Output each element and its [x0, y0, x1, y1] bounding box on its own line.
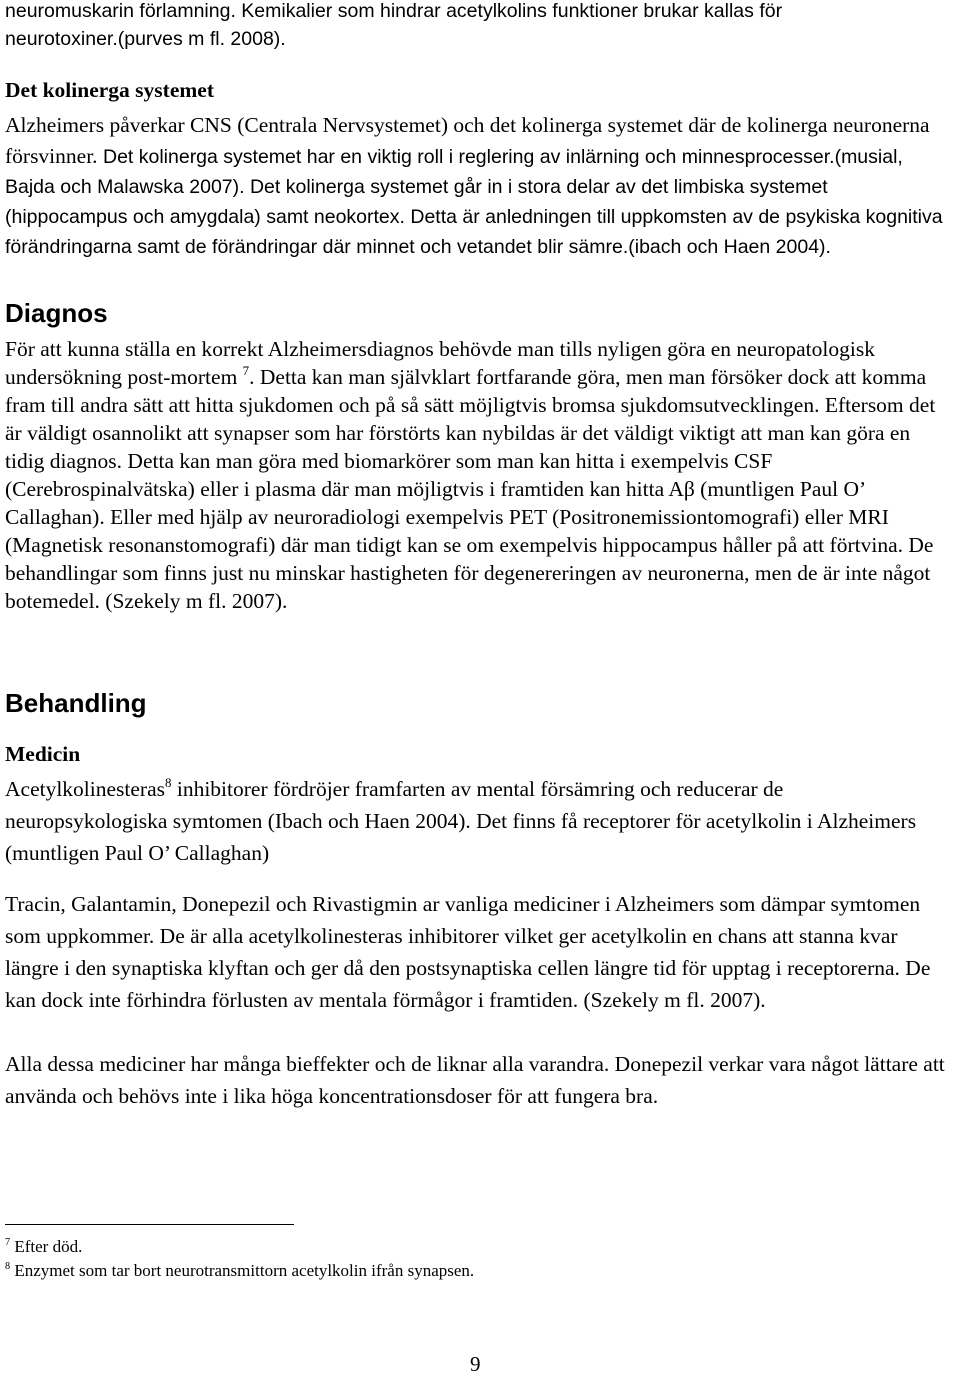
footnote-ref-8[interactable]: 8 — [165, 775, 172, 790]
footnote-8 — [5, 1259, 950, 1283]
footnote-8-number: 8 — [5, 1260, 11, 1272]
page-number: 9 — [470, 1352, 481, 1376]
behandling-p1-text-1: Acetylkolinesteras — [5, 777, 166, 801]
diagnos-text-2: . Detta kan man självklart fortfarande göra, men man försöker dock att komma fram till andra sätt att hitta sjukdomen och på så sätt möjligtvis bromsa sjukdomsutvecklingen. Eftersom det är väldigt osannolikt att synapser som har förstörts kan nybildas är det väldigt viktigt att man kan göra en tidig diagnos. Detta kan man göra med biomarkörer som man kan hitta i exempelvis CSF (Cerebrospinalvätska) eller i plasma där man möjligtvis i framtiden kan hitta Aβ (muntligen Paul O’ Callaghan). Eller med hjälp av neuroradiologi exempelvis PET (Positronemissiontomografi) eller MRI (Magnetisk resonanstomografi) där man tidigt kan se om exempelvis hippocampus håller på att förtvina. De behandlingar som finns just nu minskar hastigheten för degenereringen av neuronerna, men de är inte något botemedel. (Szekely m fl. 2007). — [5, 365, 936, 613]
behandling-heading: Behandling — [5, 688, 147, 718]
diagnos-heading: Diagnos — [5, 298, 108, 328]
behandling-p1-text-2: inhibitorer fördröjer framfarten av mental försämring och reducerar de neuropsykologiska symtomen (Ibach och Haen 2004). Det finns få receptorer för acetylkolin i Alzheimers (muntligen Paul O’ Callaghan) — [5, 777, 917, 865]
medicin-subheading: Medicin — [5, 742, 81, 766]
kolinerga-heading: Det kolinerga systemet — [5, 78, 214, 102]
kolinerga-paragraph — [5, 111, 950, 263]
kolinerga-serif-text: Alzheimers påverkar CNS (Centrala Nervsystemet) och det kolinerga systemet där de kolinerga neuronerna försvinner. — [5, 113, 930, 168]
behandling-paragraph-2: Tracin, Galantamin, Donepezil och Rivastigmin ar vanliga mediciner i Alzheimers som dämpar symtomen som uppkommer. De är alla acetylkolinesteras inhibitorer vilket ger acetylkolin en chans att stanna kvar längre i den synaptiska klyftan och ger då den postsynaptiska cellen längre tid för upptag i receptorerna. De kan dock inte förhindra förlusten av mentala förmågor i framtiden. (Szekely m fl. 2007). — [5, 892, 931, 1012]
footnote-7-number: 7 — [5, 1236, 11, 1248]
footnote-8-text: Enzymet som tar bort neurotransmittorn acetylkolin ifrån synapsen. — [10, 1261, 475, 1280]
footnote-7-text: Efter död. — [10, 1237, 83, 1256]
footnote-7 — [5, 1235, 950, 1259]
intro-line-2: neurotoxiner.(purves m fl. 2008). — [5, 27, 286, 50]
footnote-ref-7[interactable]: 7 — [242, 363, 250, 378]
diagnos-text-1: För att kunna ställa en korrekt Alzheimersdiagnos behövde man tills nyligen göra en neuropatologisk undersökning post-mortem — [5, 337, 875, 389]
intro-paragraph — [5, 0, 950, 53]
footnotes — [5, 1235, 950, 1283]
behandling-paragraph-1 — [5, 773, 950, 869]
behandling-paragraph-3: Alla dessa mediciner har många bieffekter och de liknar alla varandra. Donepezil verkar vara något lättare att använda och behövs inte i lika höga koncentrationsdoser för att fungera bra. — [5, 1052, 945, 1108]
intro-line-1: neuromuskarin förlamning. Kemikalier som hindrar acetylkolins funktioner brukar kallas för — [5, 0, 783, 22]
footnote-divider — [5, 1224, 294, 1225]
diagnos-paragraph — [5, 335, 950, 615]
kolinerga-sans-text: Det kolinerga systemet har en viktig roll i reglering av inlärning och minnesprocesser.(musial, Bajda och Malawska 2007). Det kolinerga systemet går in i stora delar av det limbiska systemet (hippocampus och amygdala) samt neokortex. Detta är anledningen till uppkomsten av de psykiska kognitiva förändringarna samt de förändringar där minnet och vetandet blir sämre.(ibach och Haen 2004). — [5, 146, 943, 258]
